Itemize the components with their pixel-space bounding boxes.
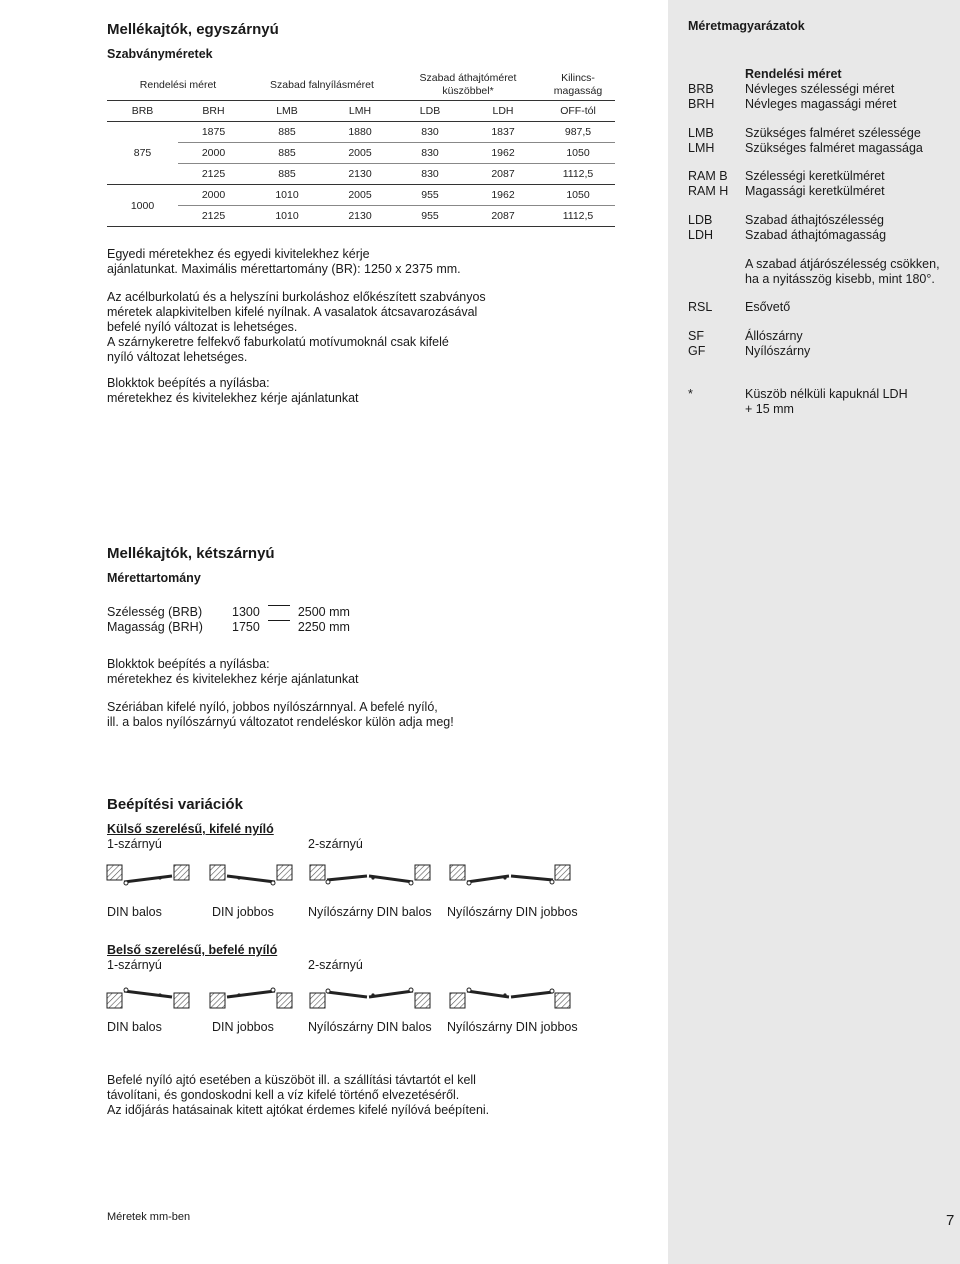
legend-desc: Szükséges falméret szélessége [745, 126, 921, 140]
outer-label-active-left: Nyílószárny DIN balos [308, 905, 432, 919]
table-cell: 2125 [178, 164, 249, 185]
diagram-din-left [107, 988, 189, 1008]
diagram-active-leaf-left [310, 865, 430, 885]
diagram-din-right [210, 988, 292, 1008]
text-line: A szárnykeretre felfekvő faburkolatú motívumoknál csak kifelé [107, 335, 449, 349]
outer-label-din-left: DIN balos [107, 905, 162, 919]
legend-desc: Szélességi keretkülméret [745, 169, 885, 183]
size-range [107, 605, 350, 635]
code-ldb: LDB [395, 101, 465, 122]
inner-label-active-left: Nyílószárny DIN balos [308, 1020, 432, 1034]
legend-ld-note [745, 257, 940, 287]
legend-desc: Állószárny [745, 329, 803, 343]
code-lmh: LMH [325, 101, 395, 122]
width-to: 2500 mm [297, 605, 350, 619]
height-label: Magasság (BRH) [107, 620, 203, 634]
inner-one-wing: 1-szárnyú [107, 958, 162, 972]
header-wall-opening: Szabad falnyílásméret [270, 78, 374, 91]
legend-desc: Magassági keretkülméret [745, 184, 885, 198]
table-cell: 1880 [325, 122, 395, 143]
text-line: Egyedi méretekhez és egyedi kivitelekhez kérje [107, 247, 370, 261]
double-series-note [107, 700, 454, 730]
height-from: 1750 [232, 620, 260, 634]
header-handle-height: Kilincs-magasság [553, 72, 603, 97]
outer-two-wing: 2-szárnyú [308, 837, 363, 851]
outer-mount-diagrams [105, 862, 595, 892]
table-row [107, 143, 615, 164]
diagram-active-leaf-right [450, 865, 570, 885]
width-range [107, 605, 350, 620]
width-label: Szélesség (BRB) [107, 605, 203, 619]
text-line: méretekhez és kivitelekhez kérje ajánlatunkat [107, 672, 359, 686]
legend-code: LMB [688, 126, 714, 140]
code-lmb: LMB [249, 101, 325, 122]
table-cell: 1837 [465, 122, 541, 143]
table-cell: 1112,5 [541, 164, 615, 185]
table-cell: 955 [395, 206, 465, 227]
legend-desc: Szükséges falméret magassága [745, 141, 923, 155]
legend-code: LDB [688, 213, 713, 227]
text-line: ill. a balos nyílószárnyú változatot rendeléskor külön adja meg! [107, 715, 454, 729]
outer-mount-title [107, 822, 274, 837]
inner-title-text: Belső szerelésű, befelé nyíló [107, 943, 278, 957]
table-cell: 955 [395, 185, 465, 206]
text-line: + 15 mm [745, 402, 794, 416]
group-width: 875 [107, 122, 178, 185]
legend-code: BRB [688, 82, 714, 96]
threshold-note [107, 1073, 489, 1118]
outer-label-active-right: Nyílószárny DIN jobbos [447, 905, 578, 919]
table-cell: 885 [249, 143, 325, 164]
table-cell: 1112,5 [541, 206, 615, 227]
outer-label-din-right: DIN jobbos [212, 905, 274, 919]
text-line: ajánlatunkat. Maximális mérettartomány (BR): 1250 x 2375 mm. [107, 262, 461, 276]
legend-desc: Névleges szélességi méret [745, 82, 895, 96]
single-block-frame-note [107, 376, 359, 406]
table-cell: 2005 [325, 185, 395, 206]
table-cell: 2125 [178, 206, 249, 227]
legend-code: LMH [688, 141, 715, 155]
table-cell: 830 [395, 143, 465, 164]
text-line: befelé nyíló változat is lehetséges. [107, 320, 298, 334]
inner-mount-diagrams [105, 983, 595, 1013]
single-subtitle: Szabványméretek [107, 47, 213, 61]
standard-sizes-table [107, 70, 615, 227]
legend-desc: Esővető [745, 300, 791, 314]
diagram-din-right [210, 865, 292, 885]
legend-code: RAM B [688, 169, 728, 183]
group-width: 1000 [107, 185, 178, 227]
legend-order-title: Rendelési méret [745, 67, 842, 81]
table-cell: 2130 [325, 206, 395, 227]
legend-desc: Névleges magassági méret [745, 97, 897, 111]
code-off: OFF-tól [541, 101, 615, 122]
inner-label-din-left: DIN balos [107, 1020, 162, 1034]
diagram-active-leaf-left [310, 988, 430, 1008]
table-cell: 2130 [325, 164, 395, 185]
code-brh: BRH [178, 101, 249, 122]
table-cell: 885 [249, 164, 325, 185]
legend-code: LDH [688, 228, 714, 242]
table-row [107, 164, 615, 185]
height-range [107, 620, 350, 635]
header-clear-passage: Szabad áthajtóméret küszöbbel* [419, 72, 517, 97]
text-line: távolítani, és gondoskodni kell a víz kifelé történő elvezetéséről. [107, 1088, 460, 1102]
table-cell: 2005 [325, 143, 395, 164]
code-ldh: LDH [465, 101, 541, 122]
single-cladding-note [107, 290, 486, 365]
text-line: nyíló változat lehetséges. [107, 350, 248, 364]
table-cell: 1875 [178, 122, 249, 143]
table-cell: 1962 [465, 143, 541, 164]
legend-code: GF [688, 344, 706, 358]
range-dash [268, 605, 290, 606]
text-line: Az acélburkolatú és a helyszíni burkoláshoz előkészített szabványos [107, 290, 486, 304]
table-cell: 1050 [541, 143, 615, 164]
inner-label-din-right: DIN jobbos [212, 1020, 274, 1034]
diagram-din-left [107, 865, 189, 885]
legend-code: * [688, 387, 693, 401]
legend-desc: Szabad áthajtómagasság [745, 228, 887, 242]
legend-code: RSL [688, 300, 713, 314]
table-cell: 885 [249, 122, 325, 143]
table-row [107, 122, 615, 143]
legend-desc: Nyílószárny [745, 344, 811, 358]
table-cell: 987,5 [541, 122, 615, 143]
legend-title: Méretmagyarázatok [688, 19, 805, 33]
header-order-size: Rendelési méret [139, 78, 217, 91]
legend-code: BRH [688, 97, 715, 111]
diagram-active-leaf-right [450, 988, 570, 1008]
text-line: méretekhez és kivitelekhez kérje ajánlatunkat [107, 391, 359, 405]
legend-code: SF [688, 329, 704, 343]
double-subtitle: Mérettartomány [107, 571, 201, 585]
double-block-frame-note [107, 657, 359, 687]
outer-one-wing: 1-szárnyú [107, 837, 162, 851]
table-cell: 1010 [249, 185, 325, 206]
table-cell: 2000 [178, 143, 249, 164]
text-line: Befelé nyíló ajtó esetében a küszöböt ill. a szállítási távtartót el kell [107, 1073, 476, 1087]
text-line: méretek alapkivitelben kifelé nyílnak. A vasalatok átcsavarozásával [107, 305, 478, 319]
legend-code: RAM H [688, 184, 729, 198]
text-line: Blokktok beépítés a nyílásba: [107, 376, 270, 390]
text-line: Szériában kifelé nyíló, jobbos nyílószárnnyal. A befelé nyíló, [107, 700, 438, 714]
table-cell: 2000 [178, 185, 249, 206]
table-cell: 1962 [465, 185, 541, 206]
table-cell: 830 [395, 164, 465, 185]
page-number: 7 [946, 1212, 955, 1229]
table-cell: 1050 [541, 185, 615, 206]
single-title: Mellékajtók, egyszárnyú [107, 21, 279, 38]
table-cell: 830 [395, 122, 465, 143]
outer-title-text: Külső szerelésű, kifelé nyíló [107, 822, 274, 836]
units-footnote: Méretek mm-ben [107, 1211, 191, 1223]
inner-two-wing: 2-szárnyú [308, 958, 363, 972]
text-line: Küszöb nélküli kapuknál LDH [745, 387, 908, 401]
text-line: ha a nyitásszög kisebb, mint 180°. [745, 272, 935, 286]
table-cell: 2087 [465, 206, 541, 227]
height-to: 2250 mm [297, 620, 350, 634]
table-row [107, 185, 615, 206]
legend-star-note [745, 387, 908, 417]
range-dash [268, 620, 290, 621]
width-from: 1300 [232, 605, 260, 619]
double-title: Mellékajtók, kétszárnyú [107, 545, 275, 562]
inner-label-active-right: Nyílószárny DIN jobbos [447, 1020, 578, 1034]
table-cell: 1010 [249, 206, 325, 227]
text-line: A szabad átjárószélesség csökken, [745, 257, 940, 271]
code-brb: BRB [107, 101, 178, 122]
legend-desc: Szabad áthajtószélesség [745, 213, 884, 227]
variations-title: Beépítési variációk [107, 796, 243, 813]
text-line: Blokktok beépítés a nyílásba: [107, 657, 270, 671]
single-custom-note [107, 247, 461, 277]
text-line: Az időjárás hatásainak kitett ajtókat érdemes kifelé nyílóvá beépíteni. [107, 1103, 490, 1117]
inner-mount-title [107, 943, 277, 958]
table-cell: 2087 [465, 164, 541, 185]
table-row [107, 206, 615, 227]
